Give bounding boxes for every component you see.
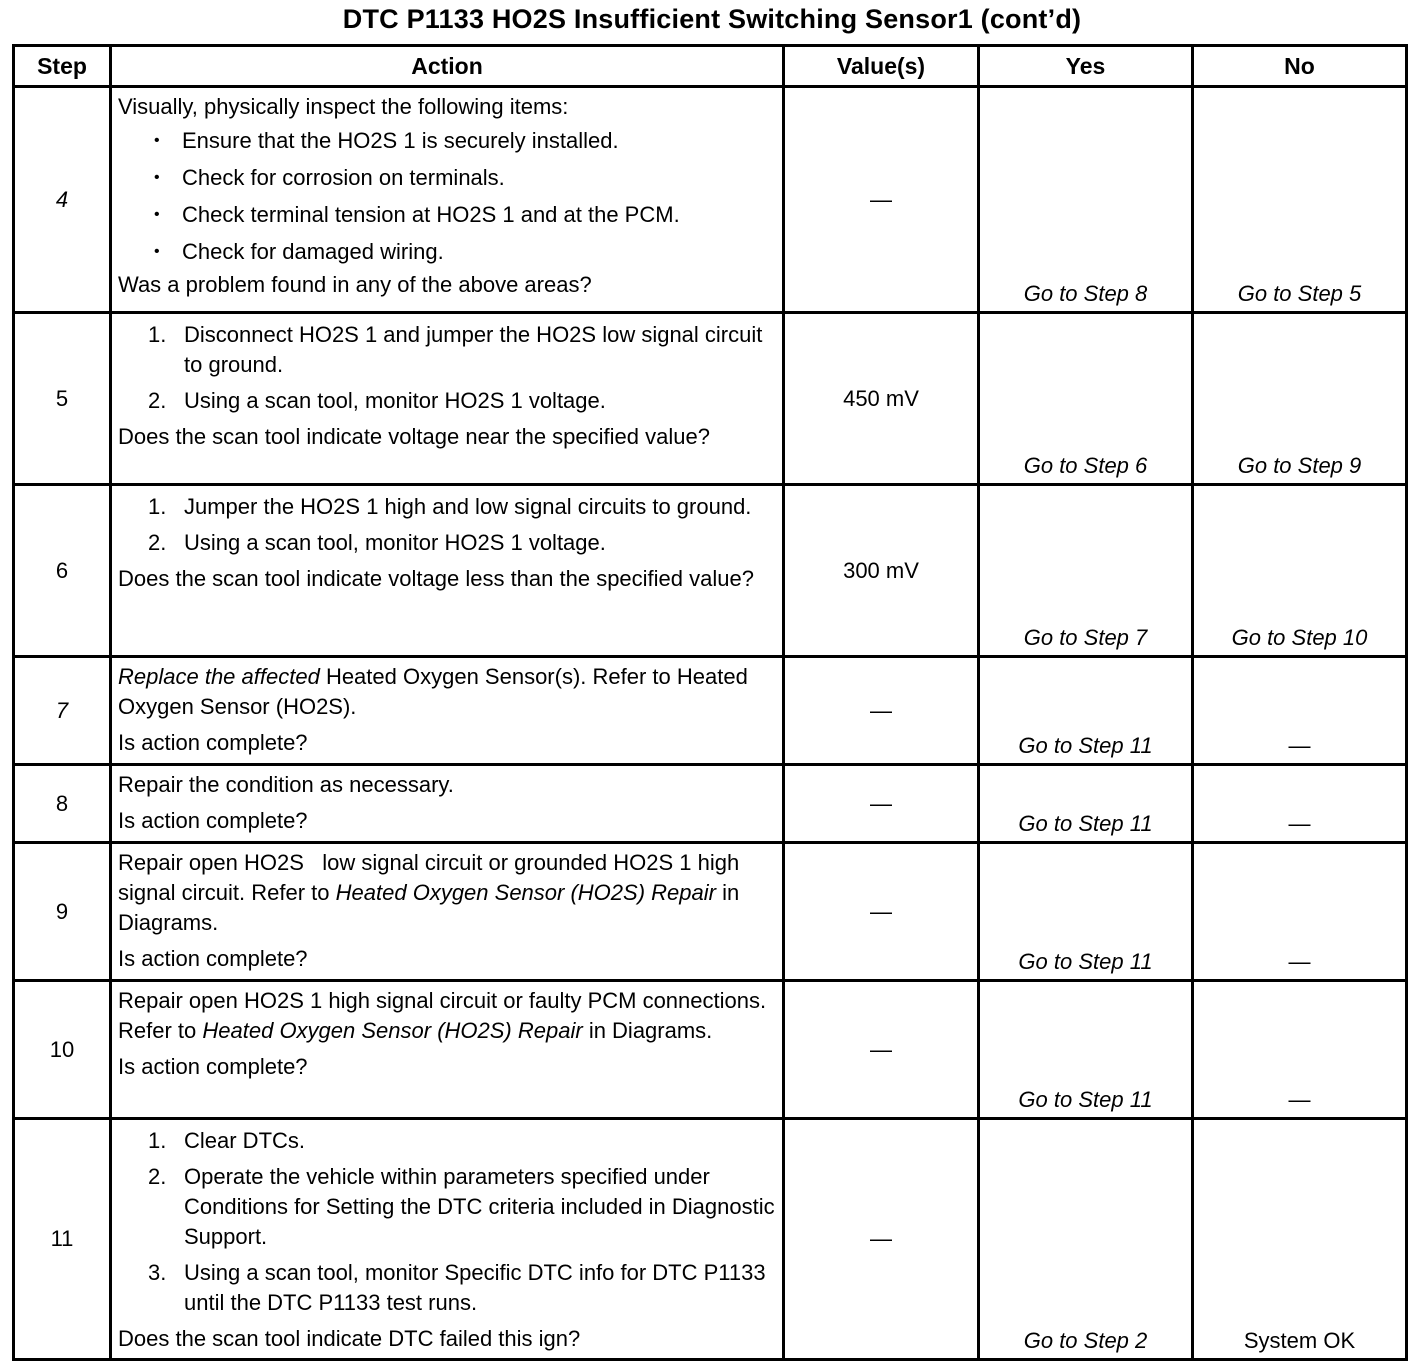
table-row <box>14 87 1407 313</box>
value-cell: 300 mV <box>784 485 979 657</box>
action-cell <box>111 1119 784 1360</box>
no-cell: Go to Step 5 <box>1193 87 1407 313</box>
step-number: 5 <box>14 313 111 485</box>
value-cell: — <box>784 843 979 981</box>
numbered-item: 2. Using a scan tool, monitor HO2S 1 voltage. <box>148 530 606 555</box>
value-cell: — <box>784 1119 979 1360</box>
no-cell: — <box>1193 843 1407 981</box>
no-cell: — <box>1193 765 1407 843</box>
numbered-item-text: Operate the vehicle within parameters specified under Conditions for Setting the DTC criteria included in Diagnostic Support. <box>184 1164 775 1249</box>
yes-cell: Go to Step 6 <box>979 313 1193 485</box>
action-question: Was a problem found in any of the above areas? <box>118 272 592 297</box>
action-cell <box>111 981 784 1119</box>
table-row <box>14 843 1407 981</box>
value-cell: — <box>784 87 979 313</box>
table-row <box>14 313 1407 485</box>
header-step: Step <box>14 46 111 87</box>
value-cell: — <box>784 765 979 843</box>
yes-cell: Go to Step 11 <box>979 843 1193 981</box>
reference-link[interactable]: Heated Oxygen Sensor (HO2S) Repair <box>202 1018 583 1043</box>
header-value: Value(s) <box>784 46 979 87</box>
numbered-item-text: Using a scan tool, monitor Specific DTC info for DTC P1133 until the DTC P1133 test runs. <box>184 1260 766 1315</box>
table-row <box>14 981 1407 1119</box>
action-text-part: Repair open HO2S low signal circuit or grounded HO2S 1 high signal circuit. Refer to <box>118 850 746 905</box>
action-question: Is action complete? <box>118 1054 308 1079</box>
numbered-item: 2. Operate the vehicle within parameters specified under Conditions for Setting the DTC criteria included in Diagnostic Support. <box>148 1164 775 1249</box>
table-row <box>14 485 1407 657</box>
header-yes: Yes <box>979 46 1193 87</box>
bullet-item: • Check for damaged wiring. <box>118 233 776 270</box>
action-cell <box>111 313 784 485</box>
action-text <box>118 986 776 1046</box>
value-cell: — <box>784 981 979 1119</box>
step-number: 8 <box>14 765 111 843</box>
header-action: Action <box>111 46 784 87</box>
action-question: Is action complete? <box>118 730 308 755</box>
numbered-item-text: Clear DTCs. <box>184 1128 306 1153</box>
step-number: 11 <box>14 1119 111 1360</box>
action-question: Does the scan tool indicate voltage near the specified value? <box>118 424 710 449</box>
table-row <box>14 1119 1407 1360</box>
yes-cell: Go to Step 2 <box>979 1119 1193 1360</box>
step-number: 6 <box>14 485 111 657</box>
numbered-item-text: Disconnect HO2S 1 and jumper the HO2S low signal circuit to ground. <box>184 322 763 377</box>
action-text-part: in Diagrams. <box>588 1018 713 1043</box>
header-no: No <box>1193 46 1407 87</box>
no-cell: — <box>1193 657 1407 765</box>
action-text <box>118 662 776 722</box>
no-cell: System OK <box>1193 1119 1407 1360</box>
action-text-rest: Heated Oxygen Sensor(s). Refer to Heated Oxygen Sensor (HO2S). <box>118 664 748 719</box>
step-number: 10 <box>14 981 111 1119</box>
no-cell: — <box>1193 981 1407 1119</box>
action-text <box>118 848 776 938</box>
numbered-item: 3. Using a scan tool, monitor Specific DTC info for DTC P1133 until the DTC P1133 test runs. <box>148 1260 766 1315</box>
yes-cell: Go to Step 11 <box>979 765 1193 843</box>
yes-cell: Go to Step 7 <box>979 485 1193 657</box>
action-cell <box>111 765 784 843</box>
yes-cell: Go to Step 11 <box>979 657 1193 765</box>
action-text: Repair the condition as necessary. <box>118 772 454 797</box>
action-cell <box>111 87 784 313</box>
step-number: 4 <box>14 87 111 313</box>
page-title: DTC P1133 HO2S Insufficient Switching Sensor1 (cont’d) <box>342 4 1082 34</box>
no-cell: Go to Step 9 <box>1193 313 1407 485</box>
bullet-item: • Ensure that the HO2S 1 is securely installed. <box>118 122 776 159</box>
action-text-part: in Diagrams. <box>118 880 746 935</box>
action-question: Is action complete? <box>118 946 308 971</box>
action-cell <box>111 843 784 981</box>
header-row <box>14 46 1407 87</box>
action-cell <box>111 657 784 765</box>
bullet-item: • Check terminal tension at HO2S 1 and at the PCM. <box>118 196 776 233</box>
action-question: Does the scan tool indicate DTC failed this ign? <box>118 1326 581 1351</box>
yes-cell: Go to Step 8 <box>979 87 1193 313</box>
numbered-item: 1. Jumper the HO2S 1 high and low signal circuits to ground. <box>148 494 752 519</box>
bullet-item: • Check for corrosion on terminals. <box>118 159 776 196</box>
action-intro: Visually, physically inspect the following items: <box>118 94 569 119</box>
table-row <box>14 657 1407 765</box>
reference-link[interactable]: Heated Oxygen Sensor (HO2S) Repair <box>335 880 716 905</box>
yes-cell: Go to Step 11 <box>979 981 1193 1119</box>
numbered-item-text: Using a scan tool, monitor HO2S 1 voltage. <box>184 530 606 555</box>
numbered-item: 1. Clear DTCs. <box>148 1128 306 1153</box>
action-text-italic: Replace the affected <box>118 664 320 689</box>
numbered-item-text: Jumper the HO2S 1 high and low signal circuits to ground. <box>184 494 752 519</box>
action-text-part: Repair open HO2S 1 high signal circuit or faulty PCM connections. Refer to <box>118 988 767 1043</box>
table-row <box>14 765 1407 843</box>
numbered-item-text: Using a scan tool, monitor HO2S 1 voltage. <box>184 388 606 413</box>
value-cell: 450 mV <box>784 313 979 485</box>
value-cell: — <box>784 657 979 765</box>
action-cell <box>111 485 784 657</box>
numbered-item: 2. Using a scan tool, monitor HO2S 1 voltage. <box>148 388 606 413</box>
diagnostic-table <box>12 44 1408 1361</box>
no-cell: Go to Step 10 <box>1193 485 1407 657</box>
step-number: 9 <box>14 843 111 981</box>
step-number: 7 <box>14 657 111 765</box>
action-question: Is action complete? <box>118 808 308 833</box>
action-question: Does the scan tool indicate voltage less than the specified value? <box>118 566 754 591</box>
numbered-item: 1. Disconnect HO2S 1 and jumper the HO2S low signal circuit to ground. <box>148 322 763 377</box>
